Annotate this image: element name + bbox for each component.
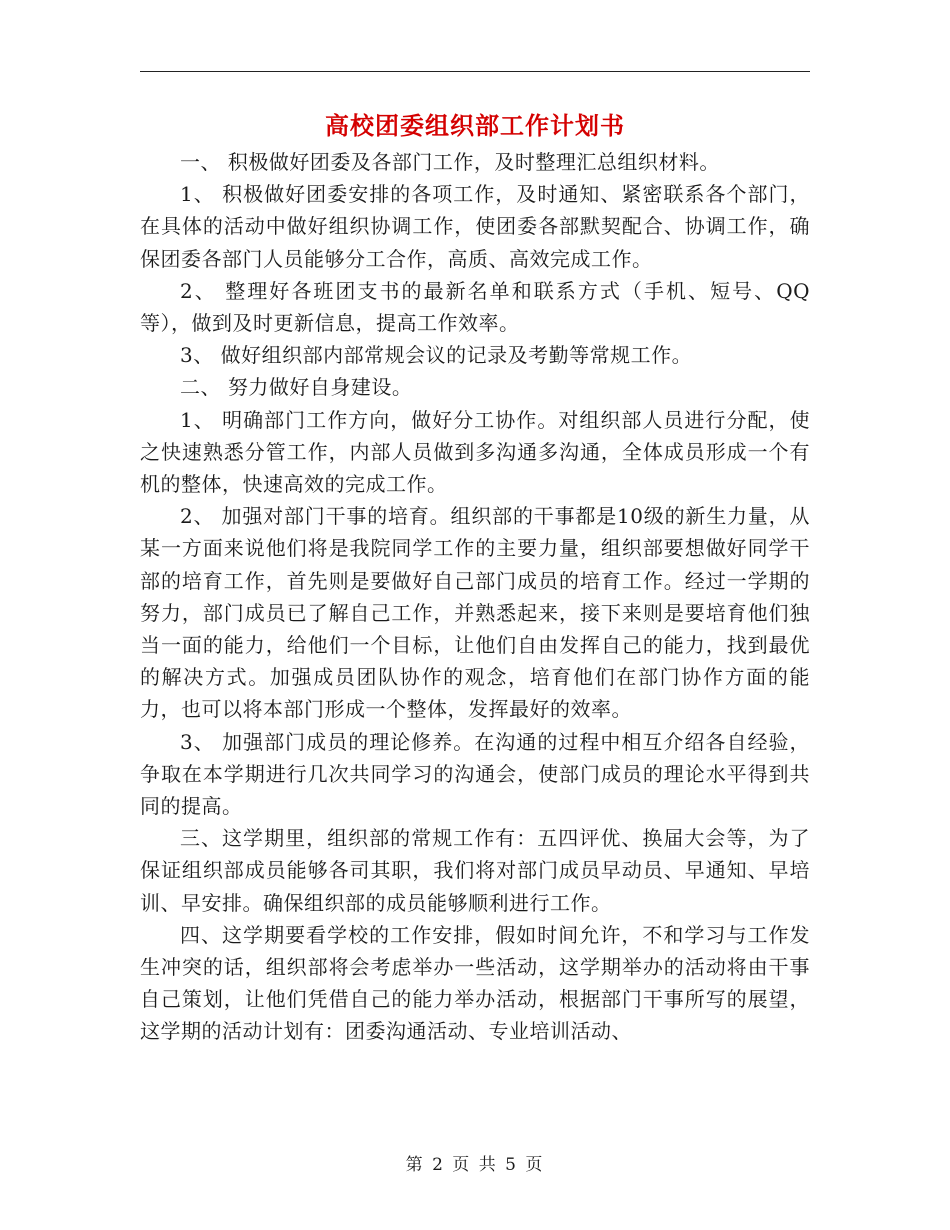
paragraph: 二、 努力做好自身建设。 — [180, 375, 413, 400]
page-number-footer: 第 2 页 共 5 页 — [405, 1155, 545, 1175]
paragraph: 三、这学期里，组织部的常规工作有：五四评优、换届大会等，为了保证组织部成员能够各司其职，我们将对部门成员早动员、早通知、早培训、早安排。确保组织部的成员能够顺利进行工作。 — [140, 826, 810, 915]
paragraph: 3、 做好组织部内部常规会议的记录及考勤等常规工作。 — [180, 343, 693, 368]
paragraph: 2、 加强对部门干事的培育。组织部的干事都是10级的新生力量，从某一方面来说他们将是我院同学工作的主要力量，组织部要想做好同学干部的培育工作，首先则是要做好自己部门成员的培育工作。经过一学期的努力，部门成员已了解自己工作，并熟悉起来，接下来则是要培育他们独当一面的能力，给他们一个目标，让他们自由发挥自己的能力，找到最优的解决方式。加强成员团队协作的观念，培育他们在部门协作方面的能力，也可以将本部门形成一个整体，发挥最好的效率。 — [140, 504, 810, 722]
paragraph: 一、 积极做好团委及各部门工作，及时整理汇总组织材料。 — [180, 150, 720, 174]
paragraph: 1、 积极做好团委安排的各项工作，及时通知、紧密联系各个部门，在具体的活动中做好组织协调工作，使团委各部默契配合、协调工作，确保团委各部门人员能够分工合作，高质、高效完成工作。 — [140, 182, 810, 271]
header-rule — [140, 71, 810, 72]
paragraph: 2、 整理好各班团支书的最新名单和联系方式（手机、短号、QQ等），做到及时更新信息，提高工作效率。 — [140, 278, 810, 336]
paragraph: 3、 加强部门成员的理论修养。在沟通的过程中相互介绍各自经验，争取在本学期进行几次共同学习的沟通会，使部门成员的理论水平得到共同的提高。 — [140, 729, 810, 819]
paragraph: 1、 明确部门工作方向，做好分工协作。对组织部人员进行分配，使之快速熟悉分管工作，内部人员做到多沟通多沟通，全体成员形成一个有机的整体，快速高效的完成工作。 — [140, 407, 810, 497]
paragraph: 四、这学期要看学校的工作安排，假如时间允许，不和学习与工作发生冲突的话，组织部将会考虑举办一些活动，这学期举办的活动将由干事自己策划，让他们凭借自己的能力举办活动，根据部门干事所写的展望，这学期的活动计划有：团委沟通活动、专业培训活动、 — [140, 922, 810, 1044]
document-title: 高校团委组织部工作计划书 — [325, 111, 625, 140]
document-body — [140, 146, 810, 1048]
